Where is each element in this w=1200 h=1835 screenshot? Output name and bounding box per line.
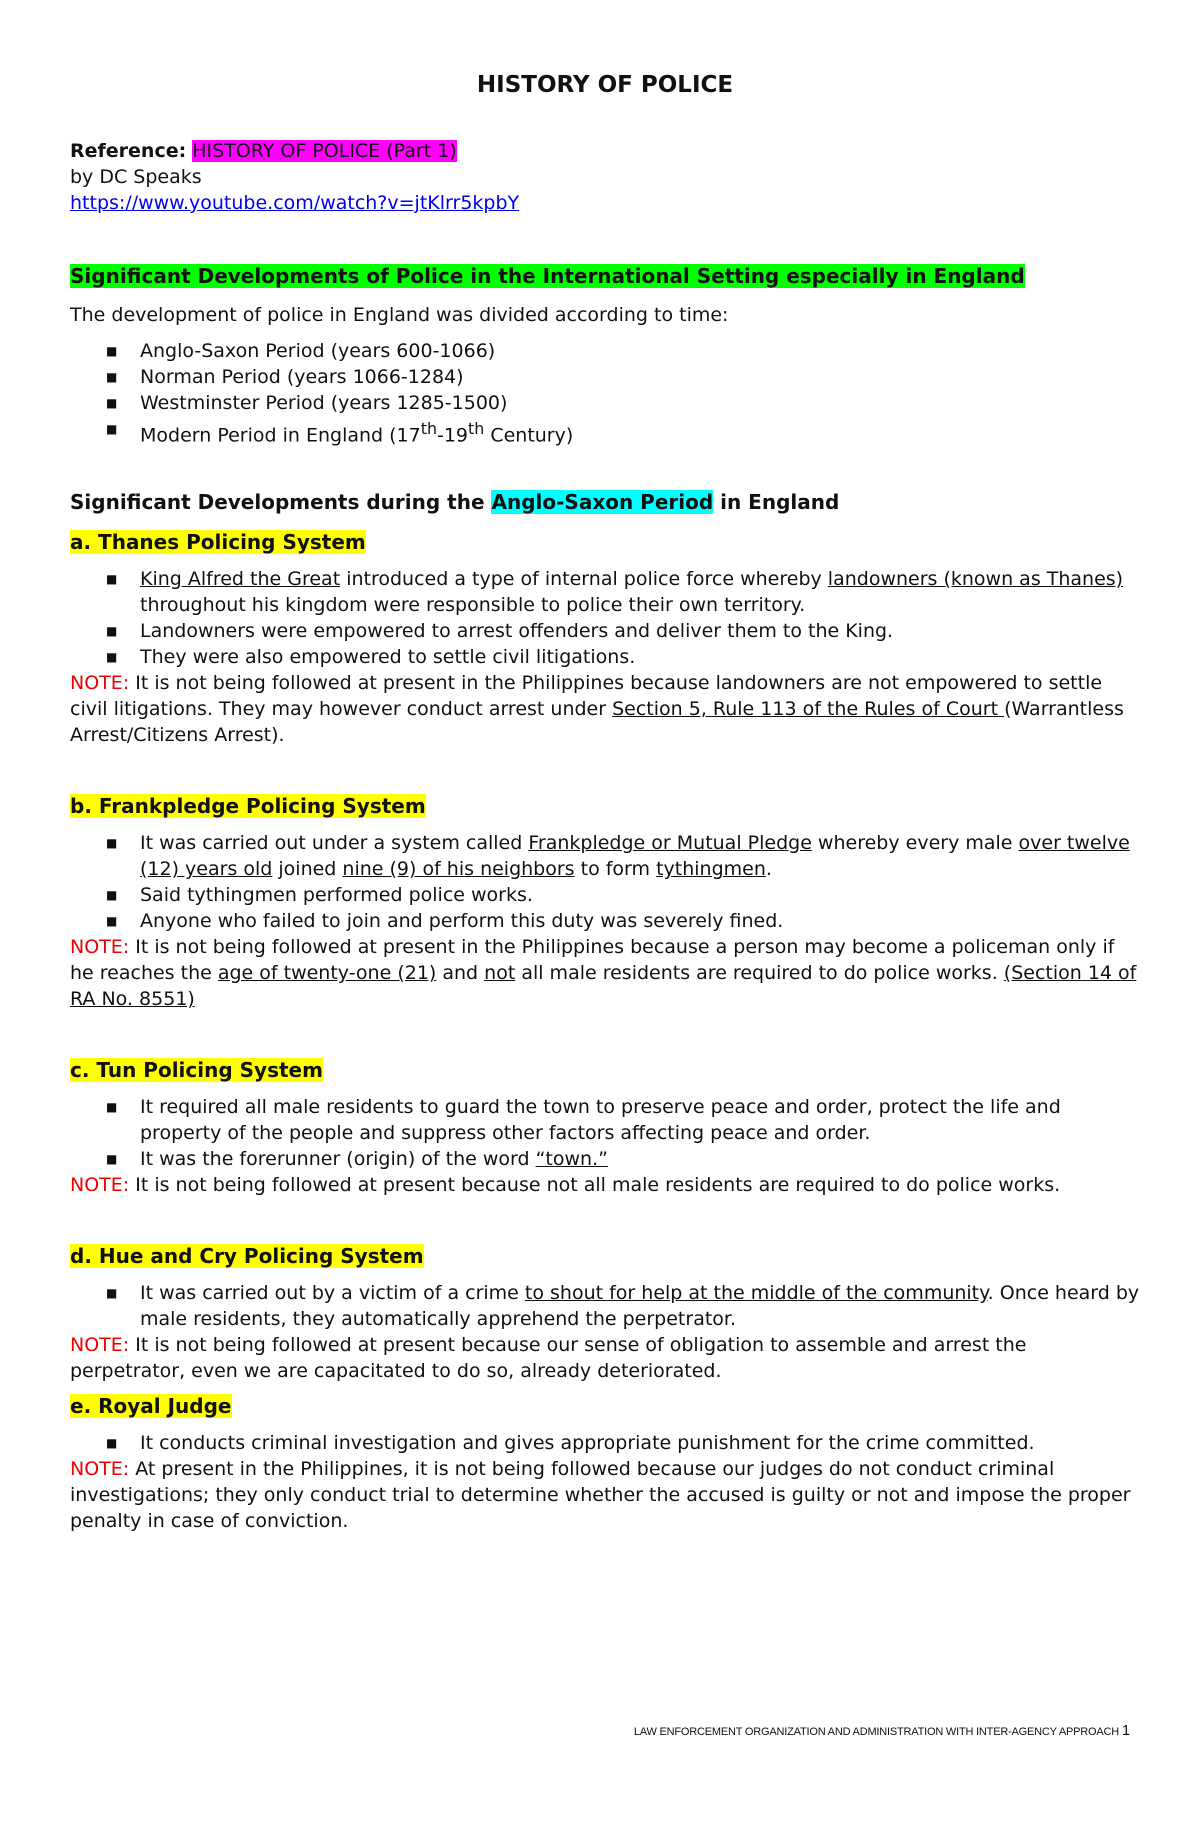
subheading-royal-judge: e. Royal Judge: [70, 1394, 232, 1419]
reference-label: Reference:: [70, 140, 187, 162]
section-heading-international: Significant Developments of Police in the International Setting especially in England: [70, 264, 1025, 288]
bullet-icon: ■: [106, 572, 118, 587]
section-intro: The development of police in England was divided according to time:: [70, 304, 729, 326]
subheading-frankpledge: b. Frankpledge Policing System: [70, 794, 426, 819]
document-body: [70, 70, 1140, 1534]
bullet-icon: ■: [106, 396, 118, 410]
list-item: ■ Westminster Period (years 1285-1500): [106, 392, 508, 414]
note-hue-and-cry: NOTE: It is not being followed at present because our sense of obligation to assemble and arrest the perpetrator, even we are capacitated to do so, already deteriorated.: [70, 1334, 1027, 1383]
reference-link[interactable]: https://www.youtube.com/watch?v=jtKlrr5kpbY: [70, 192, 520, 214]
list-item: ■ It conducts criminal investigation and gives appropriate punishment for the crime committed.: [106, 1432, 1035, 1455]
note-thanes: NOTE: It is not being followed at present in the Philippines because landowners are not empowered to settle civil litigations. They may however conduct arrest under Section 5, Rule 113 of the Rules of Court (Warrantless Arrest/Citizens Arrest).: [70, 672, 1124, 747]
section-heading-anglo-saxon: Significant Developments during the Anglo-Saxon Period in England: [70, 490, 840, 515]
reference-author: by DC Speaks: [70, 166, 202, 188]
list-item: ■ It was the forerunner (origin) of the word “town.”: [106, 1148, 608, 1171]
bullet-icon: ■: [106, 422, 118, 436]
hue-list: [70, 1280, 1140, 1332]
list-item: ■ Norman Period (years 1066-1284): [106, 366, 464, 388]
list-item: ■ It was carried out by a victim of a crime to shout for help at the middle of the community. Once heard by male residents, they automatically apprehend the perpetrator.: [106, 1282, 1140, 1331]
period-list: [70, 338, 1140, 448]
list-item: ■ Anglo-Saxon Period (years 600-1066): [106, 340, 496, 362]
bullet-icon: ■: [106, 888, 118, 903]
list-item: ■ Said tythingmen performed police works.: [106, 884, 533, 907]
list-item: ■ Anyone who failed to join and perform this duty was severely fined.: [106, 910, 784, 933]
list-item: ■ They were also empowered to settle civil litigations.: [106, 646, 636, 669]
subheading-hue-and-cry: d. Hue and Cry Policing System: [70, 1244, 424, 1269]
bullet-icon: ■: [106, 1100, 118, 1115]
list-item: ■ King Alfred the Great introduced a type of internal police force whereby landowners (known as Thanes) throughout his kingdom were responsible to police their own territory.: [106, 568, 1124, 617]
footer-text: LAW ENFORCEMENT ORGANIZATION AND ADMINISTRATION WITH INTER-AGENCY APPROACH: [633, 1726, 1122, 1738]
note-royal-judge: NOTE: At present in the Philippines, it is not being followed because our judges do not conduct criminal investigations; they only conduct trial to determine whether the accused is guilty or not and impose the proper penalty in case of conviction.: [70, 1458, 1131, 1533]
document-title: HISTORY OF POLICE: [476, 72, 734, 98]
frankpledge-list: [70, 830, 1140, 934]
page-footer: [634, 1722, 1130, 1739]
bullet-icon: ■: [106, 914, 118, 929]
list-item: ■ It was carried out under a system called Frankpledge or Mutual Pledge whereby every male over twelve (12) years old joined nine (9) of his neighbors to form tythingmen.: [106, 832, 1130, 881]
bullet-icon: ■: [106, 624, 118, 639]
royal-list: [70, 1430, 1140, 1456]
bullet-icon: ■: [106, 650, 118, 665]
reference-line: [70, 138, 1140, 164]
thanes-list: [70, 566, 1140, 670]
note-tun: NOTE: It is not being followed at present because not all male residents are required to do police works.: [70, 1174, 1061, 1197]
page-number: 1: [1121, 1722, 1130, 1739]
bullet-icon: ■: [106, 1286, 118, 1301]
list-item: ■ Landowners were empowered to arrest offenders and deliver them to the King.: [106, 620, 894, 643]
list-item: ■ Modern Period in England (17th-19th Century): [70, 416, 1140, 448]
reference-title: HISTORY OF POLICE (Part 1): [192, 140, 457, 162]
bullet-icon: ■: [106, 1152, 118, 1167]
note-frankpledge: NOTE: It is not being followed at present in the Philippines because a person may become a policeman only if he reaches the age of twenty-one (21) and not all male residents are required to do police works. (Section 14 of RA No. 8551): [70, 936, 1137, 1011]
bullet-icon: ■: [106, 1436, 118, 1451]
subheading-thanes: a. Thanes Policing System: [70, 530, 366, 555]
subheading-tun: c. Tun Policing System: [70, 1058, 323, 1083]
bullet-icon: ■: [106, 344, 118, 358]
bullet-icon: ■: [106, 836, 118, 851]
bullet-icon: ■: [106, 370, 118, 384]
list-item: ■ It required all male residents to guard the town to preserve peace and order, protect the life and property of the people and suppress other factors affecting peace and order.: [106, 1096, 1061, 1145]
tun-list: [70, 1094, 1140, 1172]
